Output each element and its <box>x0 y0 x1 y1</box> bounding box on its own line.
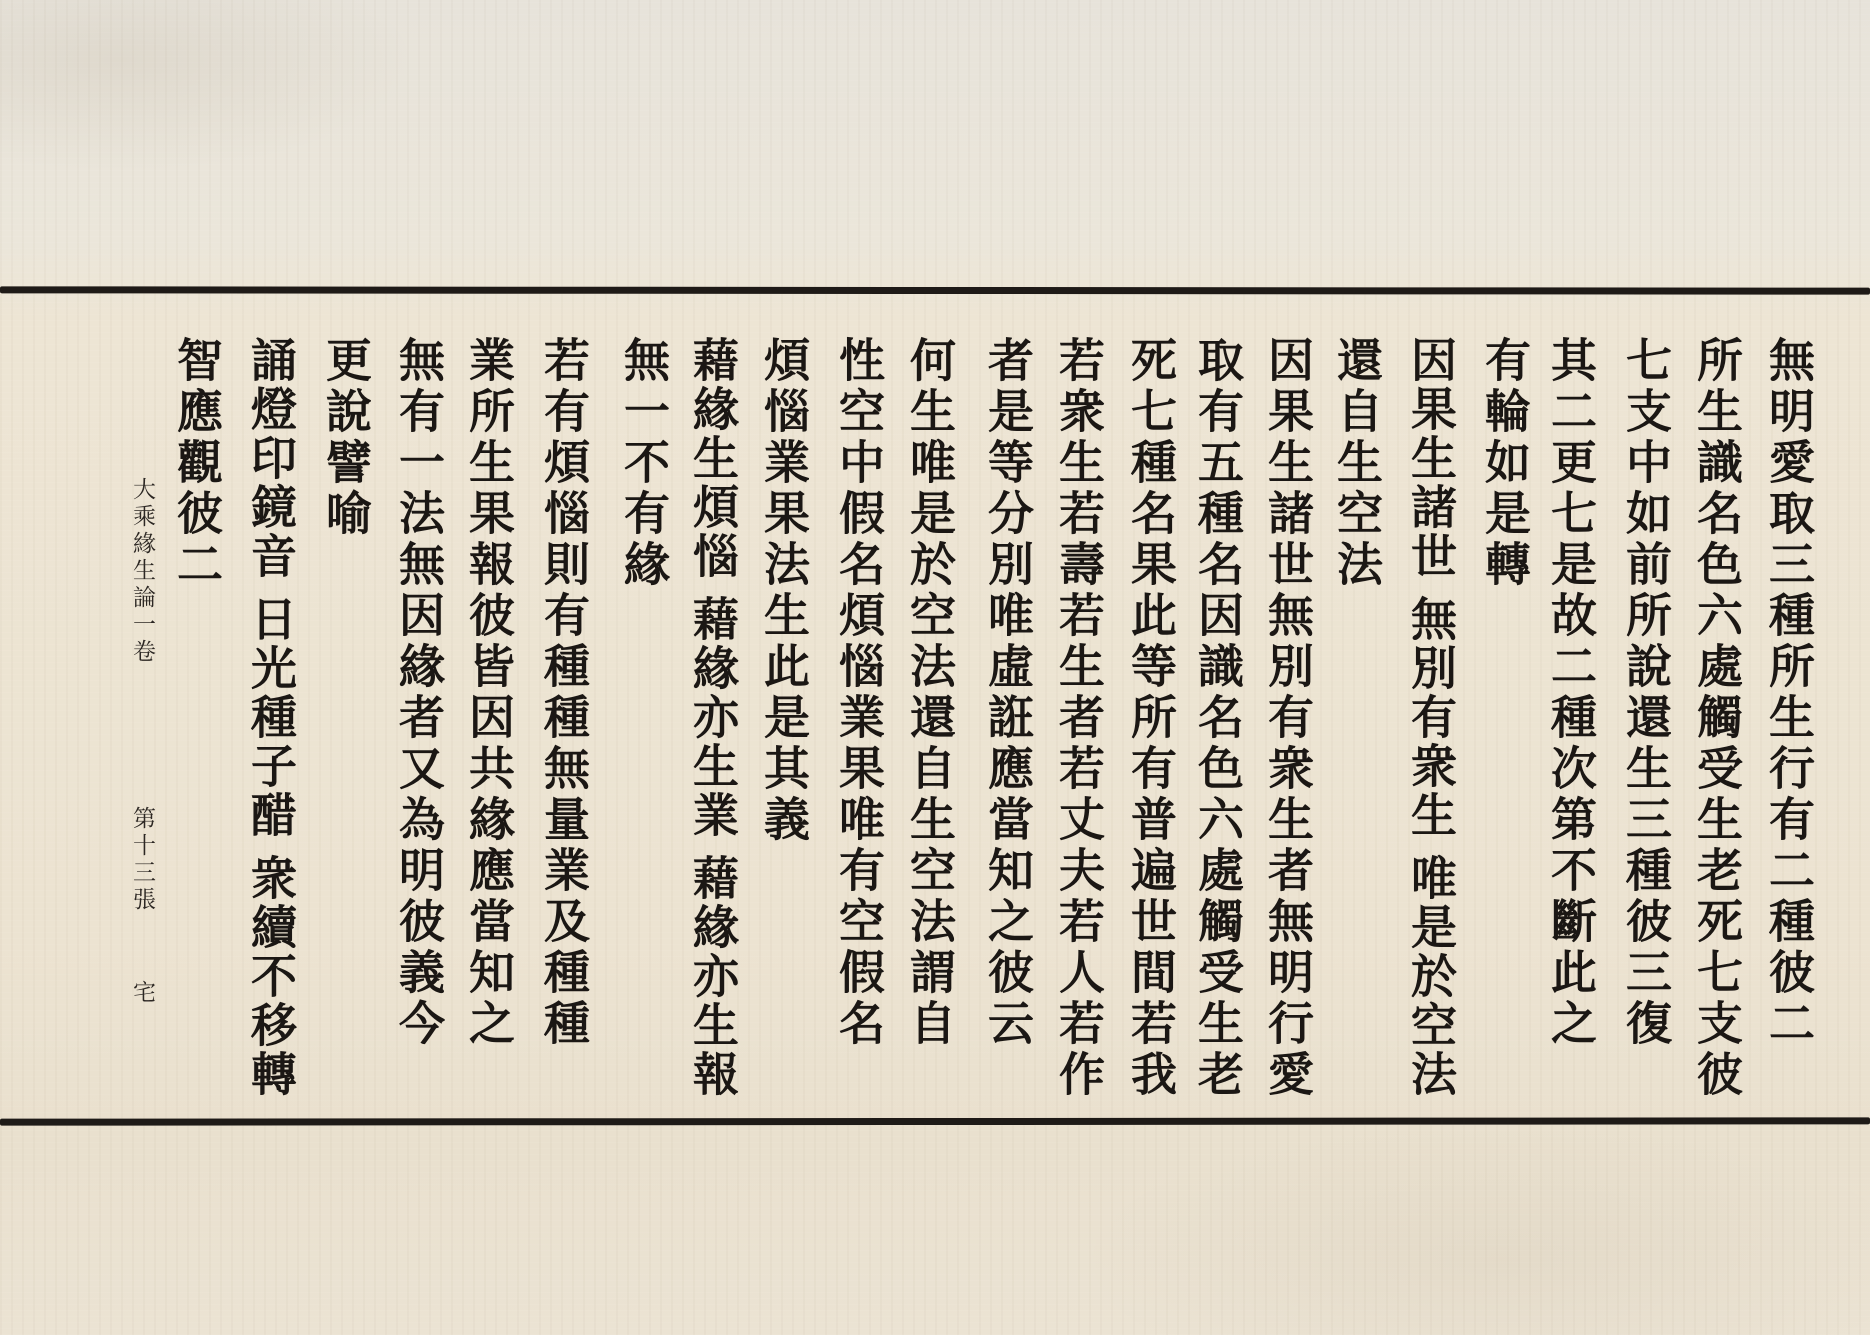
text-column: 所生識名色六處觸受生老死七支彼 <box>1690 336 1744 1101</box>
text-column: 無一不有緣 <box>617 336 671 591</box>
block-mark: 宅 <box>129 980 155 1007</box>
text-column: 智應觀彼二 <box>170 336 224 591</box>
text-column: 更說譬喻 <box>319 336 373 540</box>
text-column: 業所生果報彼皆因共緣應當知之 <box>462 336 516 1050</box>
top-border-rule <box>0 286 1870 294</box>
text-column: 若衆生若壽若生者若丈夫若人若作 <box>1052 336 1106 1101</box>
text-column: 還自生空法 <box>1330 336 1384 591</box>
verse-column <box>686 336 740 1099</box>
text-column: 無明愛取三種所生行有二種彼二 <box>1762 336 1816 1050</box>
margin-title: 大乘緣生論一卷 <box>129 477 155 666</box>
verse-column <box>244 336 298 1099</box>
verse-line: 因果生諸世 <box>1404 336 1458 581</box>
text-column: 取有五種名因識名色六處觸受生老 <box>1191 336 1245 1101</box>
verse-line: 藉緣亦生報 <box>686 854 740 1099</box>
verse-line: 誦燈印鏡音 <box>244 336 298 581</box>
text-column: 若有煩惱則有種種無量業及種種 <box>537 336 591 1050</box>
text-column: 七支中如前所說還生三種彼三復 <box>1619 336 1673 1050</box>
text-column: 何生唯是於空法還自生空法謂自 <box>903 336 957 1050</box>
text-column: 性空中假名煩惱業果唯有空假名 <box>832 336 886 1050</box>
text-column: 其二更七是故二種次第不斷此之 <box>1544 336 1598 1050</box>
text-column: 煩惱業果法生此是其義 <box>757 336 811 846</box>
text-column: 有輪如是轉 <box>1478 336 1532 591</box>
verse-line: 日光種子醋 <box>244 595 298 840</box>
verse-line: 藉緣生煩惱 <box>686 336 740 581</box>
text-column: 死七種名果此等所有普遍世間若我 <box>1124 336 1178 1101</box>
verse-column <box>1404 336 1458 1099</box>
verse-line: 無別有衆生 <box>1404 595 1458 840</box>
text-column: 者是等分別唯虛誑應當知之彼云 <box>981 336 1035 1050</box>
verse-line: 藉緣亦生業 <box>686 595 740 840</box>
sheet-number: 第十三張 <box>129 806 155 914</box>
verse-line: 衆續不移轉 <box>244 854 298 1099</box>
verse-line: 唯是於空法 <box>1404 854 1458 1099</box>
text-column: 無有一法無因緣者又為明彼義今 <box>392 336 446 1050</box>
text-column: 因果生諸世無別有衆生者無明行愛 <box>1261 336 1315 1101</box>
bottom-border-rule <box>0 1117 1870 1125</box>
